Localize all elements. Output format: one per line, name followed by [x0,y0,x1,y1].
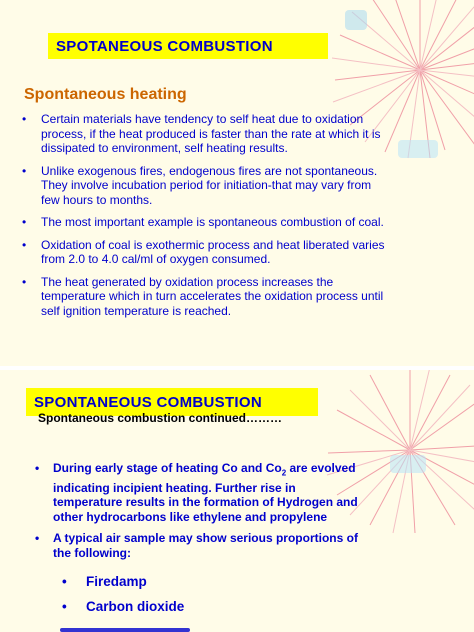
list-item: • Firedamp [62,574,147,589]
slide-1-subheading: Spontaneous heating [24,86,187,103]
gas-list [62,574,184,624]
decorative-blob [345,10,367,30]
list-item: • A typical air sample may show serious proportions of the following: [35,531,358,560]
bullet-icon: • [22,112,27,126]
bullet-icon: • [62,599,67,614]
bullet-icon: • [22,163,27,178]
bullet-icon: • [35,531,40,546]
bullet-icon: • [35,461,40,475]
slide-2-title: SPONTANEOUS COMBUSTION [26,388,318,416]
list-item: • Carbon dioxide [62,599,185,614]
list-item: • Oxidation of coal is exothermic process and heat liberated varies from 2.0 to 4.0 cal/ml of oxygen consumed. [22,237,385,266]
decorative-blob [390,455,426,473]
bullet-icon: • [22,215,27,229]
decorative-blob [398,140,438,158]
list-item: • Certain materials have tendency to self heat due to oxidation process, if the heat produced is faster than the rate at which it is dissipated to environment, self heating results. [22,112,381,155]
bullet-icon: • [62,574,67,589]
list-item: • During early stage of heating Co and $Co_2$ are evolved indicating incipient heating. Further rise in temperature results in the formation of Hydrogen and other hydrocarbons like ethylene and propylene [35,461,358,524]
slide-1-title: SPOTANEOUS COMBUSTION [48,33,328,59]
slide-2 [0,370,474,632]
list-item: • The heat generated by oxidation process increases the temperature which in turn accelerates the oxidation process until self ignition temperature is reached. [22,274,384,318]
list-item: • The most important example is spontaneous combustion of coal. [22,215,384,229]
slide-1-bullet-list [22,112,392,326]
slide-2-bullet-list [35,461,365,567]
list-item: • Unlike exogenous fires, endogenous fires are not spontaneous. They involve incubation period for initiation-that may vary from few hours to months. [22,163,378,207]
bullet-icon: • [22,274,27,289]
bullet-icon: • [22,237,27,252]
slide-2-subheading: Spontaneous combustion continued……… [38,411,282,425]
cut-off-text-line [60,624,220,632]
